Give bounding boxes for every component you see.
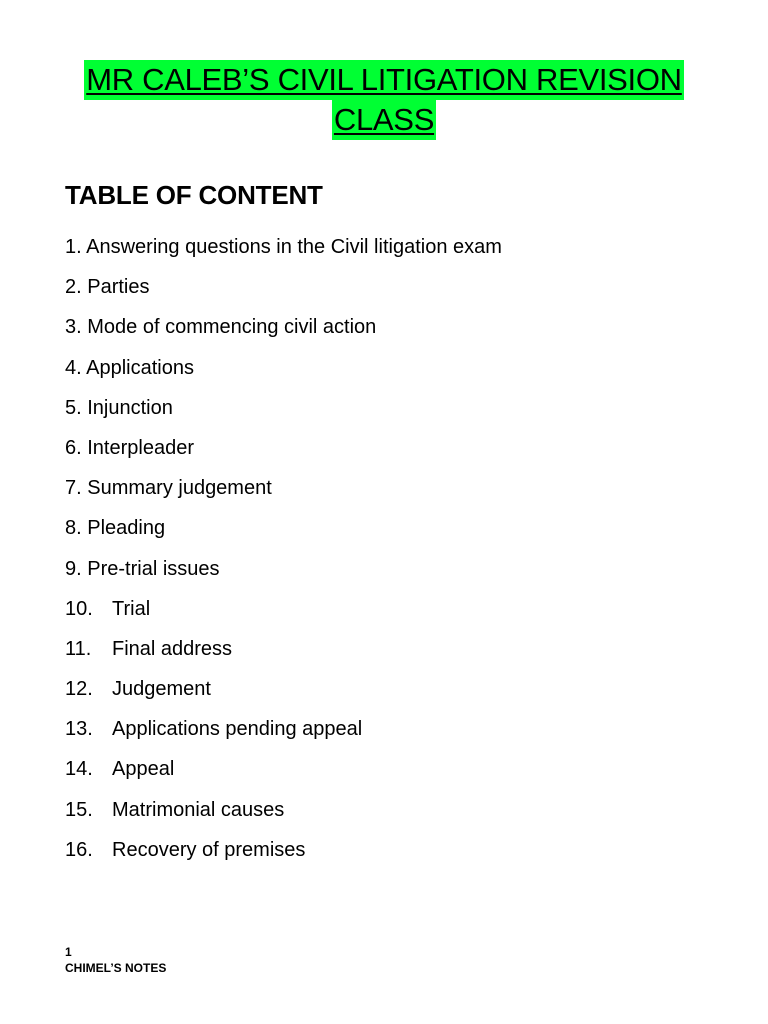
document-title <box>40 60 728 140</box>
toc-item-text: Parties <box>87 276 150 299</box>
toc-item-text: Judgement <box>112 678 211 701</box>
toc-item-number: 10. <box>65 597 93 620</box>
toc-item-number: 8. <box>65 517 82 540</box>
toc-item-text: Interpleader <box>87 436 194 459</box>
toc-item <box>65 712 502 752</box>
toc-item <box>65 471 502 511</box>
toc-item <box>65 351 502 391</box>
toc-item <box>65 672 502 712</box>
toc-item-text: Matrimonial causes <box>112 798 285 821</box>
toc-item-number: 6. <box>65 436 82 459</box>
toc-item-number: 2. <box>65 276 82 299</box>
toc-item <box>65 632 502 672</box>
toc-item-number: 15. <box>65 798 93 821</box>
toc-item-text: Answering questions in the Civil litigation exam <box>86 236 502 258</box>
toc-item-number: 13. <box>65 718 93 741</box>
toc-item-text: Final address <box>112 637 233 660</box>
toc-list <box>65 230 502 873</box>
toc-item-number: 11. <box>65 637 92 660</box>
toc-item-number: 14. <box>65 758 93 781</box>
toc-item-number: 7. <box>65 477 82 500</box>
toc-item-number: 16. <box>65 838 93 861</box>
toc-item-text: Pleading <box>87 517 166 540</box>
title-line-2: CLASS <box>332 100 436 140</box>
toc-item <box>65 793 502 833</box>
toc-item-text: Applications pending appeal <box>112 718 363 741</box>
footer-label: CHIMEL’S NOTES <box>65 961 167 975</box>
toc-item-text: Injunction <box>87 396 173 419</box>
page-footer <box>65 944 166 976</box>
toc-item-number: 5. <box>65 396 82 419</box>
toc-item <box>65 833 502 873</box>
toc-heading: TABLE OF CONTENT <box>65 180 323 210</box>
toc-item <box>65 391 502 431</box>
toc-item <box>65 752 502 792</box>
toc-item <box>65 511 502 551</box>
toc-item-text: Recovery of premises <box>112 838 306 861</box>
toc-item-number: 12. <box>65 678 93 701</box>
toc-item-number: 9. <box>65 557 82 580</box>
toc-item-text: Applications <box>86 356 194 379</box>
toc-item <box>65 552 502 592</box>
toc-item-text: Appeal <box>112 758 175 781</box>
toc-item <box>65 230 502 270</box>
toc-item-text: Trial <box>112 597 151 620</box>
toc-item <box>65 592 502 632</box>
toc-item-number: 4. <box>65 356 82 379</box>
page-number: 1 <box>65 945 72 959</box>
toc-item-text: Mode of commencing civil action <box>87 316 377 339</box>
toc-item-text: Pre-trial issues <box>87 557 220 580</box>
toc-item <box>65 310 502 350</box>
toc-item <box>65 431 502 471</box>
toc-item-number: 3. <box>65 316 82 339</box>
toc-item <box>65 270 502 310</box>
title-line-1: MR CALEB’S CIVIL LITIGATION REVISION <box>84 60 684 100</box>
toc-item-number: 1. <box>65 236 82 258</box>
toc-item-text: Summary judgement <box>87 477 272 500</box>
